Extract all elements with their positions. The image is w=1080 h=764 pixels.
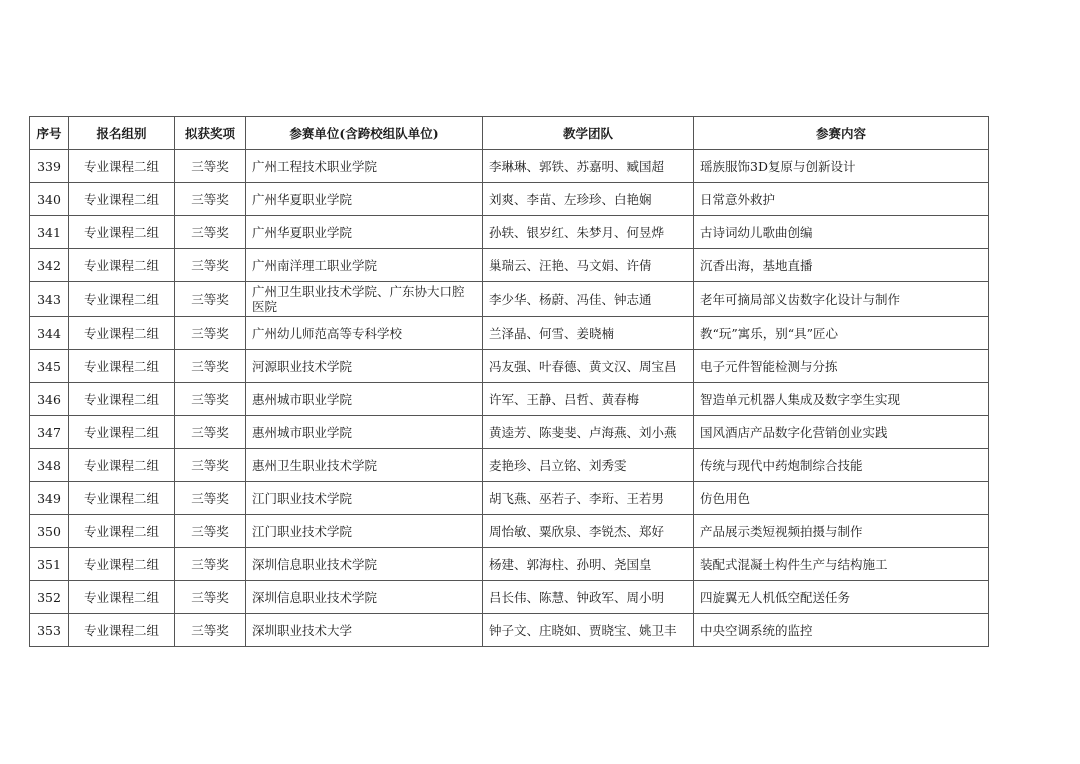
table-row (30, 416, 989, 449)
cell-unit: 河源职业技术学院 (246, 350, 483, 383)
cell-index: 347 (30, 416, 69, 449)
cell-award: 三等奖 (175, 249, 246, 282)
cell-index: 341 (30, 216, 69, 249)
cell-content: 四旋翼无人机低空配送任务 (694, 581, 989, 614)
cell-team: 胡飞燕、巫若子、李珩、王若男 (483, 482, 694, 515)
cell-group: 专业课程二组 (69, 282, 175, 317)
cell-unit: 江门职业技术学院 (246, 482, 483, 515)
cell-content: 教“玩”寓乐，别“具”匠心 (694, 317, 989, 350)
cell-group: 专业课程二组 (69, 548, 175, 581)
cell-unit: 广州华夏职业学院 (246, 216, 483, 249)
cell-content: 传统与现代中药炮制综合技能 (694, 449, 989, 482)
header-team: 教学团队 (483, 117, 694, 150)
cell-team: 兰泽晶、何雪、姜晓楠 (483, 317, 694, 350)
cell-content: 电子元件智能检测与分拣 (694, 350, 989, 383)
cell-content: 智造单元机器人集成及数字孪生实现 (694, 383, 989, 416)
header-content: 参赛内容 (694, 117, 989, 150)
cell-team: 吕长伟、陈慧、钟政军、周小明 (483, 581, 694, 614)
table-row (30, 548, 989, 581)
cell-team: 麦艳珍、吕立铭、刘秀雯 (483, 449, 694, 482)
table-row (30, 515, 989, 548)
cell-award: 三等奖 (175, 383, 246, 416)
cell-group: 专业课程二组 (69, 183, 175, 216)
cell-team: 许军、王静、吕哲、黄春梅 (483, 383, 694, 416)
cell-unit: 广州卫生职业技术学院、广东协大口腔医院 (246, 282, 483, 317)
cell-team: 周怡敏、粟欣泉、李锐杰、郑好 (483, 515, 694, 548)
cell-team: 冯友强、叶春德、黄文汉、周宝昌 (483, 350, 694, 383)
cell-team: 李少华、杨蔚、冯佳、钟志通 (483, 282, 694, 317)
table-row (30, 350, 989, 383)
table-row (30, 216, 989, 249)
cell-group: 专业课程二组 (69, 350, 175, 383)
cell-unit: 惠州卫生职业技术学院 (246, 449, 483, 482)
cell-index: 348 (30, 449, 69, 482)
award-table (29, 116, 989, 647)
cell-content: 日常意外救护 (694, 183, 989, 216)
cell-group: 专业课程二组 (69, 614, 175, 647)
cell-unit: 广州工程技术职业学院 (246, 150, 483, 183)
table-row (30, 249, 989, 282)
cell-unit: 广州南洋理工职业学院 (246, 249, 483, 282)
cell-award: 三等奖 (175, 216, 246, 249)
cell-team: 杨建、郭海柱、孙明、尧国皇 (483, 548, 694, 581)
table-row (30, 150, 989, 183)
table-row (30, 482, 989, 515)
cell-index: 353 (30, 614, 69, 647)
cell-award: 三等奖 (175, 183, 246, 216)
cell-index: 342 (30, 249, 69, 282)
cell-index: 346 (30, 383, 69, 416)
cell-content: 装配式混凝土构件生产与结构施工 (694, 548, 989, 581)
cell-group: 专业课程二组 (69, 581, 175, 614)
cell-group: 专业课程二组 (69, 249, 175, 282)
cell-content: 瑶族服饰3D复原与创新设计 (694, 150, 989, 183)
cell-content: 古诗词幼儿歌曲创编 (694, 216, 989, 249)
header-award: 拟获奖项 (175, 117, 246, 150)
cell-unit: 广州华夏职业学院 (246, 183, 483, 216)
cell-team: 刘爽、李苗、左珍珍、白艳娴 (483, 183, 694, 216)
cell-group: 专业课程二组 (69, 449, 175, 482)
cell-content: 沉香出海，基地直播 (694, 249, 989, 282)
cell-index: 344 (30, 317, 69, 350)
table-row (30, 282, 989, 317)
header-index: 序号 (30, 117, 69, 150)
cell-award: 三等奖 (175, 350, 246, 383)
cell-team: 孙轶、银岁红、朱梦月、何昱烨 (483, 216, 694, 249)
cell-content: 老年可摘局部义齿数字化设计与制作 (694, 282, 989, 317)
cell-group: 专业课程二组 (69, 383, 175, 416)
cell-award: 三等奖 (175, 449, 246, 482)
cell-index: 340 (30, 183, 69, 216)
cell-team: 巢瑞云、汪艳、马文娟、许倩 (483, 249, 694, 282)
cell-award: 三等奖 (175, 614, 246, 647)
cell-unit: 惠州城市职业学院 (246, 383, 483, 416)
cell-index: 349 (30, 482, 69, 515)
cell-unit: 惠州城市职业学院 (246, 416, 483, 449)
cell-content: 仿色用色 (694, 482, 989, 515)
cell-group: 专业课程二组 (69, 216, 175, 249)
cell-unit: 江门职业技术学院 (246, 515, 483, 548)
table-row (30, 581, 989, 614)
table-row (30, 383, 989, 416)
cell-unit: 深圳信息职业技术学院 (246, 581, 483, 614)
cell-group: 专业课程二组 (69, 150, 175, 183)
cell-index: 343 (30, 282, 69, 317)
cell-award: 三等奖 (175, 416, 246, 449)
header-unit: 参赛单位(含跨校组队单位) (246, 117, 483, 150)
cell-index: 345 (30, 350, 69, 383)
cell-group: 专业课程二组 (69, 317, 175, 350)
cell-unit: 广州幼儿师范高等专科学校 (246, 317, 483, 350)
cell-award: 三等奖 (175, 581, 246, 614)
cell-index: 339 (30, 150, 69, 183)
cell-group: 专业课程二组 (69, 515, 175, 548)
cell-unit: 深圳职业技术大学 (246, 614, 483, 647)
cell-award: 三等奖 (175, 317, 246, 350)
cell-content: 中央空调系统的监控 (694, 614, 989, 647)
cell-index: 352 (30, 581, 69, 614)
cell-group: 专业课程二组 (69, 482, 175, 515)
table-body (30, 150, 989, 647)
cell-group: 专业课程二组 (69, 416, 175, 449)
table-row (30, 183, 989, 216)
cell-award: 三等奖 (175, 515, 246, 548)
cell-content: 产品展示类短视频拍摄与制作 (694, 515, 989, 548)
cell-award: 三等奖 (175, 548, 246, 581)
table-row (30, 449, 989, 482)
cell-index: 350 (30, 515, 69, 548)
cell-content: 国风酒店产品数字化营销创业实践 (694, 416, 989, 449)
table-row (30, 317, 989, 350)
header-group: 报名组别 (69, 117, 175, 150)
cell-award: 三等奖 (175, 282, 246, 317)
cell-award: 三等奖 (175, 150, 246, 183)
cell-team: 钟子文、庄晓如、贾晓宝、姚卫丰 (483, 614, 694, 647)
cell-team: 李琳琳、郭铁、苏嘉明、臧国超 (483, 150, 694, 183)
cell-index: 351 (30, 548, 69, 581)
table-row (30, 614, 989, 647)
cell-unit: 深圳信息职业技术学院 (246, 548, 483, 581)
cell-team: 黄逵芳、陈斐斐、卢海燕、刘小燕 (483, 416, 694, 449)
table-header-row (30, 117, 989, 150)
cell-award: 三等奖 (175, 482, 246, 515)
